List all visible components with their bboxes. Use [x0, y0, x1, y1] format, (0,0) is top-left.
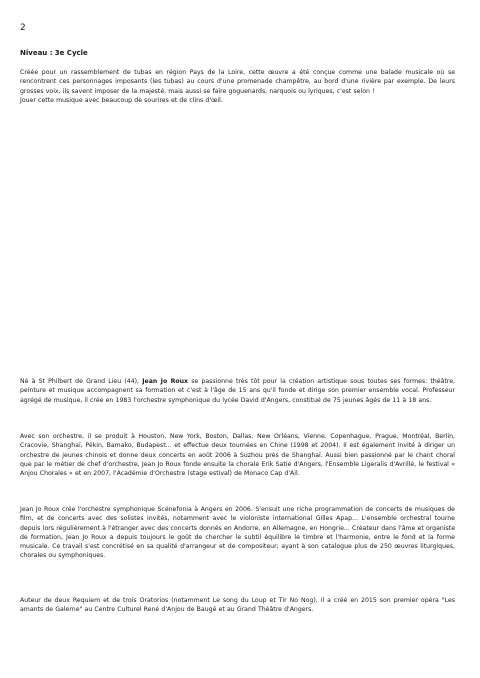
level-label: Niveau :	[20, 49, 53, 57]
bio-p1-start: Né à St Philbert de Grand Lieu (44),	[20, 378, 143, 385]
bio-p1-end: se passionne très tôt pour la création artistique sous toutes ses formes: théâtre, peinture et musique accompagnent sa formation et c'est à l'âge de 15 ans qu'il fonde et dirige son premier ensemble vocal. Professeur agrégé de musique, il crée en 1983 l'orchestre symphonique du lycée David d'Angers, constitué de 75 jeunes âgés de 11 à 18 ans.	[20, 378, 455, 404]
bio-p2-text: Avec son orchestre, il se produit à Houston, New York, Boston, Dallas, New Orléans, Vienne, Copenhague, Prague, Montréal, Berlin, Cracovie, Shanghaï, Pékin, Bamako, Budapest... et effectue deux tournées en Chine (1998 et 2004). Il est également invité à diriger un orchestre de jeunes chinois et donne deux concerts en août 2006 à Suzhou près de Shanghaï. Aussi bien passionné par le chant choral que par le métier de chef d'orchestre, Jean Jo Roux fonde ensuite la chorale Erik Satie d'Angers, l'Ensemble Ligeralis d'Avrillé, le festival « Anjou Chorales » et en 2007, l'Académie d'Orchestre (stage estival) de Monaco Cap d'Ail.	[20, 433, 455, 478]
level-line	[20, 48, 88, 58]
bio-p4-text: Auteur de deux Requiem et de trois Oratorios (notamment Le song du Loup et Tir No Nog), il a créé en 2015 son premier opéra "Les amants de Galerne" au Centre Culturel René d'Anjou de Baugé et au Grand Théâtre d'Angers.	[20, 597, 455, 614]
biography-paragraph-1	[20, 377, 455, 405]
composer-name: Jean Jo Roux	[142, 378, 189, 385]
level-value: 3e Cycle	[54, 49, 88, 57]
work-description	[20, 68, 455, 105]
biography-paragraph-2	[20, 432, 455, 478]
description-paragraph: Créée pour un rassemblement de tubas en région Pays de la Loire, cette œuvre a été conçue comme une balade musicale où se rencontrent ces personnages imposants (les tubas) au cours d'une promenade champêtre, au bord d'une rivière par exemple. De leurs grosses voix, ils savent imposer de la majesté, mais aussi se faire goguenards, narquois ou lyriques, c'est selon !	[20, 69, 455, 95]
bio-p3-text: Jean Jo Roux crée l'orchestre symphonique Scénefonia à Angers en 2006. S'ensuit une riche programmation de concerts de musiques de film, et de concerts avec des solistes invités, notamment avec le violoniste international Gilles Apap... L'ensemble orchestral tourne depuis lors régulièrement à l'étranger avec des concerts donnés en Andorre, en Allemagne, en Hongrie... Créateur dans l'âme et organiste de formation, Jean Jo Roux a depuis toujours le goût de chercher le subtil équilibre le timbre et l'harmonie, entre le fond et la forme musicale. Ce travail s'est concrétisé en sa qualité d'arrangeur et de compositeur; ayant à son catalogue plus de 250 œuvres liturgiques, chorales ou symphoniques.	[20, 506, 455, 560]
biography-paragraph-3	[20, 505, 455, 561]
page-number: 2	[20, 23, 26, 33]
biography-paragraph-4	[20, 596, 455, 615]
performance-instruction: Jouer cette musique avec beaucoup de sourires et de clins d'œil.	[20, 96, 223, 104]
